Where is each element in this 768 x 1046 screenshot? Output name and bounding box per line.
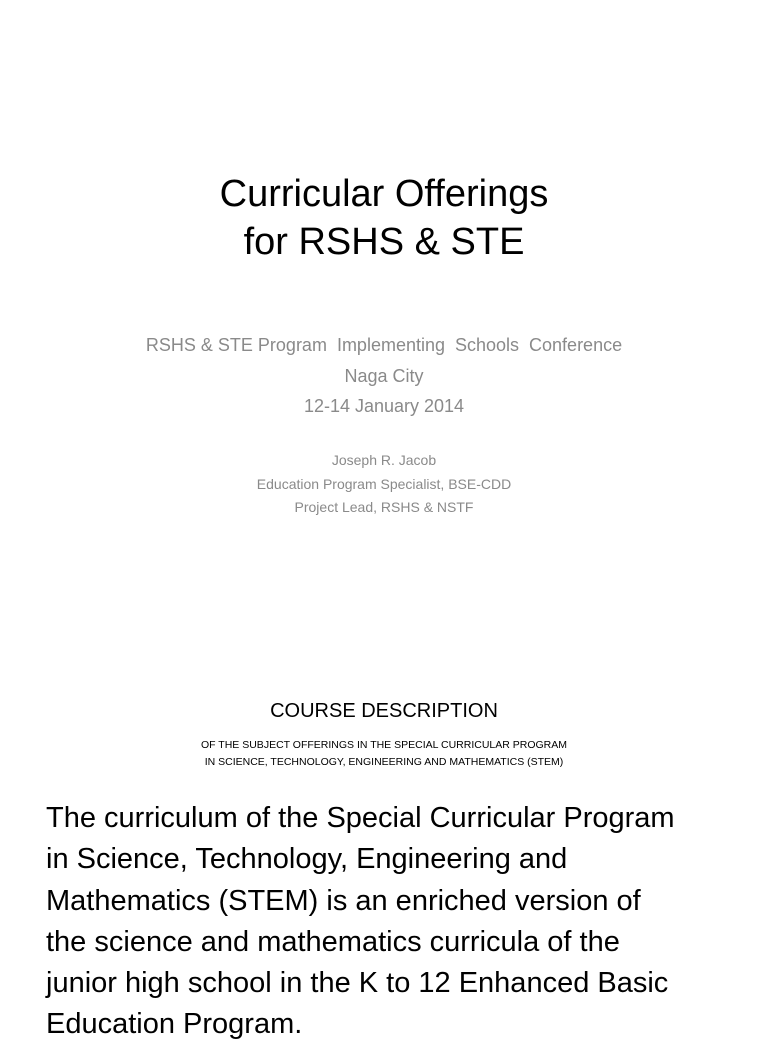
- body-line-4: the science and mathematics curricula of the: [46, 925, 620, 958]
- author-name: Joseph R. Jacob: [331, 452, 437, 468]
- slide-subtitle: [0, 330, 768, 422]
- body-line-3: Mathematics (STEM) is an enriched version of: [46, 884, 641, 917]
- course-description-heading: COURSE DESCRIPTION: [270, 700, 498, 722]
- body-line-2: in Science, Technology, Engineering and: [46, 843, 568, 876]
- author-info: [0, 449, 768, 520]
- author-role: Project Lead, RSHS & NSTF: [294, 499, 474, 515]
- course-description-slide: [0, 640, 768, 1041]
- body-line-6: Education Program.: [46, 1008, 303, 1041]
- slide-title: [0, 170, 768, 266]
- conference-date: 12-14 January 2014: [303, 396, 465, 416]
- title-line-2: for RSHS & STE: [243, 221, 525, 263]
- body-line-5: junior high school in the K to 12 Enhanced Basic: [46, 967, 669, 1000]
- conference-location: Naga City: [344, 365, 424, 386]
- subheading-line-2: IN SCIENCE, TECHNOLOGY, ENGINEERING AND MATHEMATICS (STEM): [204, 756, 564, 768]
- conference-name: RSHS & STE Program Implementing Schools Conference: [145, 335, 623, 355]
- course-description-body: [46, 798, 736, 1046]
- author-position: Education Program Specialist, BSE-CDD: [256, 475, 512, 492]
- title-line-1: Curricular Offerings: [219, 173, 549, 215]
- body-line-1: The curriculum of the Special Curricular Program: [46, 802, 675, 834]
- subheading-line-1: OF THE SUBJECT OFFERINGS IN THE SPECIAL CURRICULAR PROGRAM: [201, 739, 567, 751]
- course-description-subheading: [0, 737, 768, 771]
